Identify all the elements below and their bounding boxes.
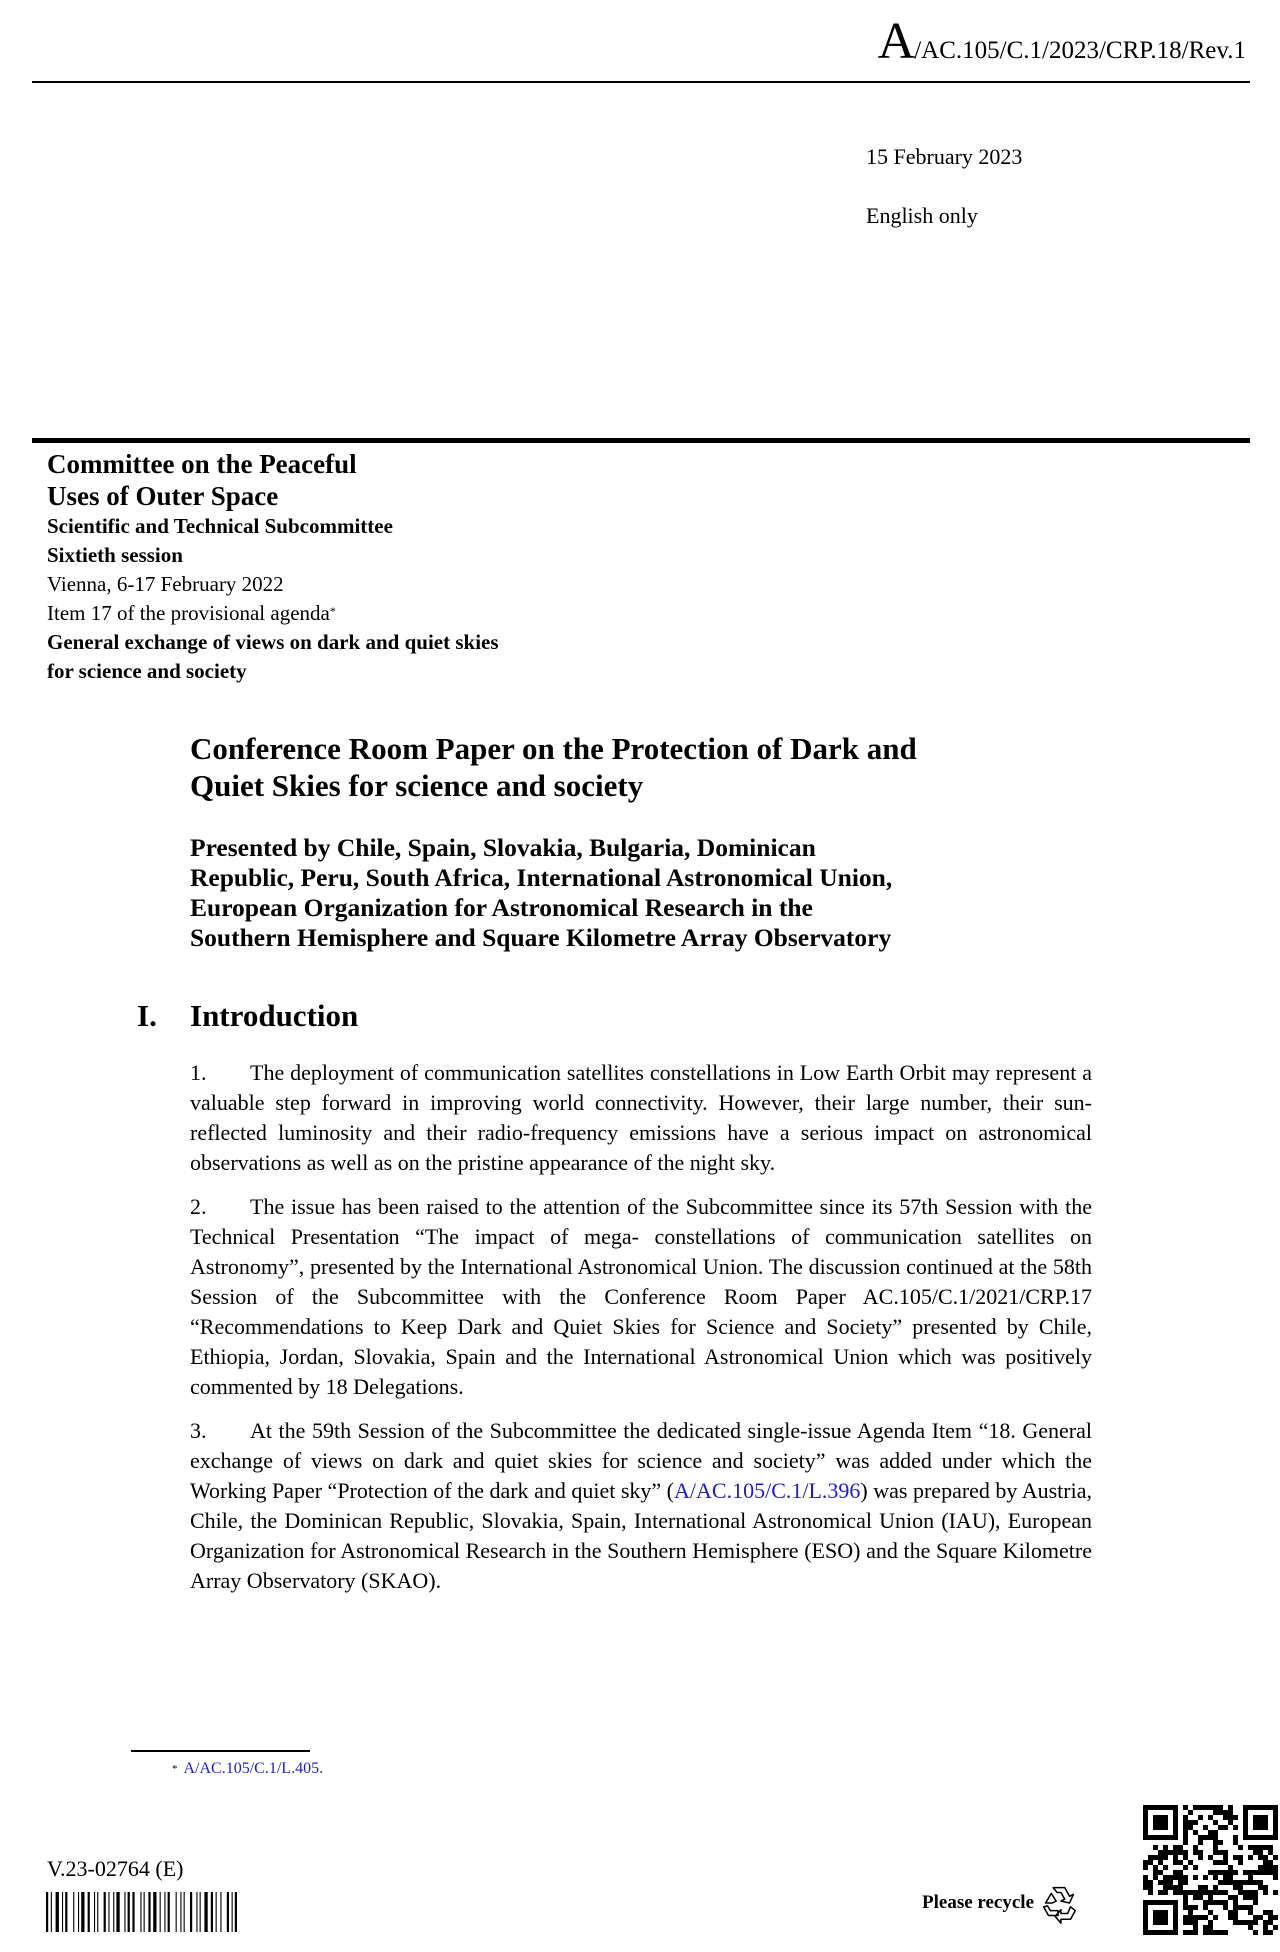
barcode-icon xyxy=(46,1892,296,1932)
document-title-line2: Quiet Skies for science and society xyxy=(190,768,644,803)
paragraph-number: 2. xyxy=(190,1194,207,1219)
section-heading xyxy=(137,996,358,1036)
recycle-label: Please recycle xyxy=(922,1892,1034,1913)
document-link-l396[interactable]: A/AC.105/C.1/L.396 xyxy=(674,1478,861,1503)
presented-by xyxy=(190,833,1090,953)
committee-header xyxy=(47,448,499,686)
paragraph-text: The deployment of communication satellites constellations in Low Earth Orbit may represent a valuable step forward in improving world connectivity. However, their large number, their sun-reflected luminosity and their radio-frequency emissions have a serious impact on astronomical observations as well as on the pristine appearance of the night sky. xyxy=(190,1060,1092,1175)
paragraph-text-after-link: ) was prepared by Austria, Chile, the Dominican Republic, Slovakia, Spain, International Astronomical Union (IAU), European Organization for Astronomical Research in the Southern Hemisphere (ESO) and the Square Kilometre Array Observatory (SKAO). xyxy=(190,1478,1092,1593)
document-title-line1: Conference Room Paper on the Protection of Dark and xyxy=(190,731,917,766)
footnote-link-l405[interactable]: A/AC.105/C.1/L.405 xyxy=(183,1760,320,1777)
committee-name-line2: Uses of Outer Space xyxy=(47,481,279,511)
recycle-notice xyxy=(922,1880,1082,1926)
recycle-icon xyxy=(1036,1880,1082,1926)
qr-code-icon xyxy=(1143,1805,1278,1935)
paragraph-text: The issue has been raised to the attention of the Subcommittee since its 57th Session with the Technical Presentation “The impact of mega- constellations of communication satellites on Astronomy”, presented by the International Astronomical Union. The discussion continued at the 58th Session of the Subcommittee with the Conference Room Paper AC.105/C.1/2021/CRP.17 “Recommendations to Keep Dark and Quiet Skies for Science and Society” presented by Chile, Ethiopia, Jordan, Slovakia, Spain and the International Astronomical Union which was positively commented by 18 Delegations. xyxy=(190,1194,1092,1399)
section-number: I. xyxy=(137,998,157,1033)
header-rule xyxy=(32,81,1250,83)
body-text xyxy=(190,1058,1092,1610)
document-symbol-prefix: A xyxy=(877,13,915,70)
document-symbol-rest: /AC.105/C.1/2023/CRP.18/Rev.1 xyxy=(914,37,1246,64)
agenda-footnote-marker[interactable]: * xyxy=(329,604,336,618)
document-title xyxy=(190,730,1090,804)
document-date: 15 February 2023 xyxy=(866,144,1023,169)
presented-by-line: European Organization for Astronomical Research in the xyxy=(190,893,813,922)
agenda-title-line2: for science and society xyxy=(47,659,247,683)
section-title: Introduction xyxy=(190,998,359,1033)
paragraph-text-before-link: At the 59th Session of the Subcommittee the dedicated single-issue Agenda Item “18. General exchange of views on dark and quiet skies for science and society” was added under which the Working Paper “Protection of the dark and quiet sky” ( xyxy=(190,1418,1092,1503)
job-number: V.23-02764 (E) xyxy=(47,1856,184,1881)
footnote-trailing: . xyxy=(319,1760,324,1777)
language-note: English only xyxy=(866,203,978,228)
paragraph-number: 3. xyxy=(190,1418,207,1443)
paragraph xyxy=(190,1192,1092,1402)
paragraph xyxy=(190,1416,1092,1596)
paragraph-number: 1. xyxy=(190,1060,207,1085)
presented-by-line: Republic, Peru, South Africa, International Astronomical Union, xyxy=(190,863,893,892)
agenda-title-line1: General exchange of views on dark and quiet skies xyxy=(47,630,499,654)
footnote xyxy=(172,1758,323,1780)
committee-name-line1: Committee on the Peaceful xyxy=(47,449,357,479)
agenda-item-text: Item 17 of the provisional agenda xyxy=(47,601,330,625)
committee-rule xyxy=(32,438,1250,443)
session-location-dates: Vienna, 6-17 February 2022 xyxy=(47,572,284,596)
paragraph xyxy=(190,1058,1092,1178)
footnote-marker: * xyxy=(172,1763,178,1775)
agenda-item xyxy=(47,599,499,628)
document-symbol xyxy=(877,13,1246,77)
subcommittee-name: Scientific and Technical Subcommittee xyxy=(47,514,393,538)
footnote-rule xyxy=(131,1750,310,1752)
session-name: Sixtieth session xyxy=(47,543,183,567)
presented-by-line: Presented by Chile, Spain, Slovakia, Bulgaria, Dominican xyxy=(190,833,816,862)
presented-by-line: Southern Hemisphere and Square Kilometre Array Observatory xyxy=(190,923,892,952)
